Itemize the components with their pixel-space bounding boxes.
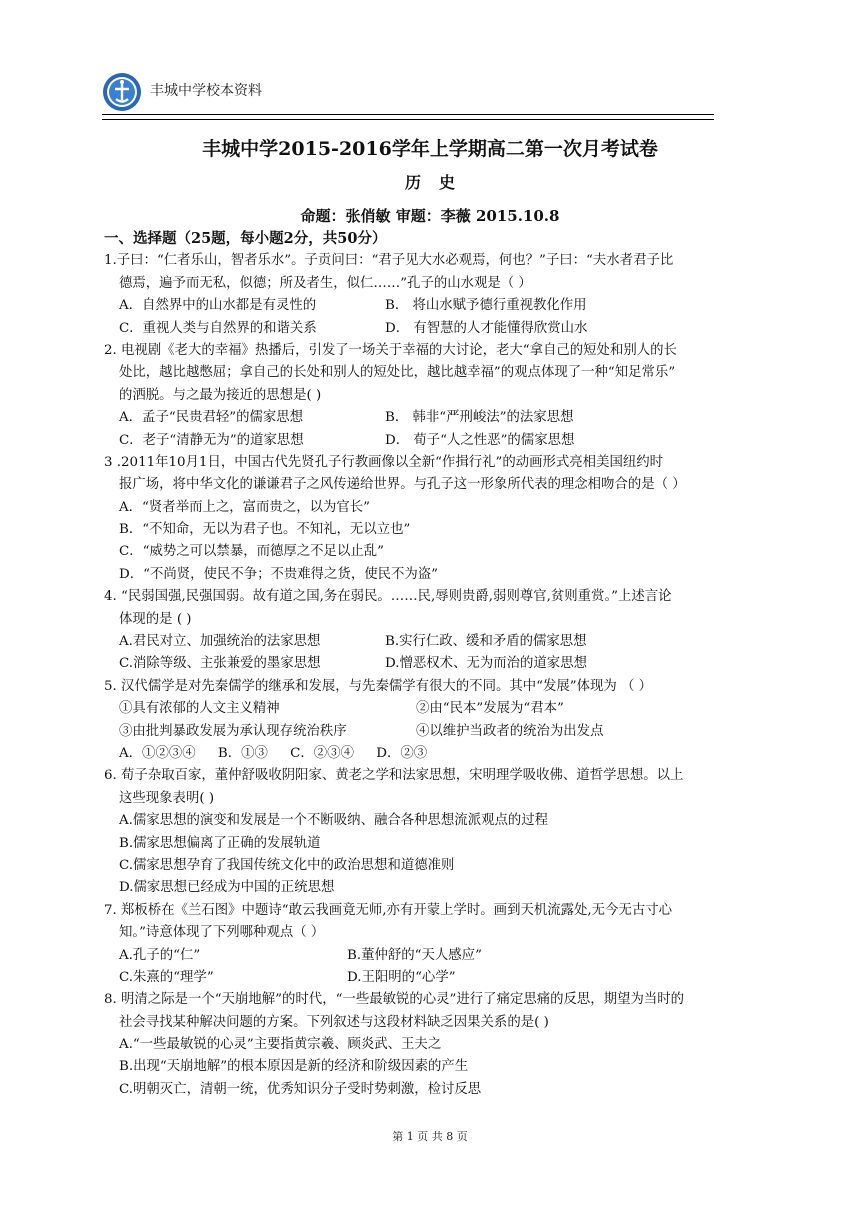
question-text: 5. 汉代儒学是对先秦儒学的继承和发展，与先秦儒学有很大的不同。其中“发展”体现为 （ ） [104,678,653,694]
option-c: C．老子“清静无为”的道家思想 [119,432,304,448]
header-rule [102,114,714,115]
question-text: 4. “民弱国强,民强国弱。故有道之国,务在弱民。……民,辱则贵爵,弱则尊官,贫则重赏。”上述言论 [104,589,672,605]
exam-authors: 命题：张俏敏 审题：李薇 2015.10.8 [300,207,560,225]
question-text: 3 .2011年10月1日，中国古代先贤孔子行教画像以全新“作揖行礼”的动画形式亮相美国纽约时 [104,454,664,470]
answer-choices: A．①②③④ B．①③ C．②③④ D．②③ [119,745,428,761]
option-d: D． 有智慧的人才能懂得欣赏山水 [385,320,588,336]
statement-1: ①具有浓郁的人文主义精神 [119,701,280,717]
option-c: C．“威势之可以禁暴，而德厚之不足以止乱” [119,544,384,560]
option-a: A.“一些最敏锐的心灵”主要指黄宗羲、顾炎武、王夫之 [119,1037,442,1053]
question-text: 8. 明清之际是一个“天崩地解”的时代，“一些最敏锐的心灵”进行了痛定思痛的反思，期望为当时的 [104,992,685,1008]
question-text: 7. 郑板桥在《兰石图》中题诗“敢云我画竟无师,亦有开蒙上学时。画到天机流露处,无今无古寸心 [104,902,673,918]
exam-title: 丰城中学2015-2016学年上学期高二第一次月考试卷 [202,138,658,160]
option-b: B． 将山水赋予德行重视教化作用 [385,298,587,314]
statement-2: ②由“民本”发展为“君本” [416,701,564,717]
school-name: 丰城中学校本资料 [150,83,262,99]
question-text: 知。”诗意体现了下列哪种观点（ ） [119,925,325,941]
question-text: 德焉，遍予而无私，似德；所及者生，似仁……”孔子的山水观是（ ） [119,275,532,291]
option-a: A．“贤者举而上之，富而贵之，以为官长” [119,499,371,515]
question-8 [104,989,764,1101]
exam-subject: 历史 [404,173,473,192]
option-c: C．重视人类与自然界的和谐关系 [119,320,317,336]
statement-3: ③由批判暴政发展为承认现存统治秩序 [119,723,347,739]
option-c: C.消除等级、主张兼爱的墨家思想 [119,656,321,672]
option-d: D.儒家思想已经成为中国的正统思想 [119,880,335,896]
page-number: 第 1 页 共 8 页 [392,1130,468,1143]
question-text: 报广场，将中华文化的谦谦君子之风传递给世界。与孔子这一形象所代表的理念相吻合的是（ ） [119,477,686,493]
option-d: D.王阳明的“心学” [347,969,456,985]
option-b: B.儒家思想偏离了正确的发展轨道 [119,835,321,851]
option-b: B.出现“天崩地解”的根本原因是新的经济和阶级因素的产生 [119,1059,469,1075]
question-7 [104,900,764,990]
option-d: D.憎恶权术、无为而治的道家思想 [385,656,587,672]
school-logo-icon [102,72,142,112]
question-1 [104,250,764,340]
question-text: 6. 荀子杂取百家，董仲舒吸收阴阳家、黄老之学和法家思想，宋明理学吸收佛、道哲学思想。以上 [104,768,684,784]
exam-content [104,228,764,1101]
option-a: A．自然界中的山水都是有灵性的 [119,298,317,314]
option-c: C.明朝灭亡，清朝一统，优秀知识分子受时势刺激，检讨反思 [119,1081,482,1097]
question-text: 社会寻找某种解决问题的方案。下列叙述与这段材料缺乏因果关系的是( ) [119,1014,549,1030]
question-2 [104,340,764,452]
question-4 [104,586,764,676]
question-text: 处比，越比越憋屈；拿自己的长处和别人的短处比，越比越幸福”的观点体现了一种“知足常乐” [119,365,676,381]
question-text: 1.子曰：“仁者乐山，智者乐水”。子贡问曰：“君子见大水必观焉，何也？”子曰：“夫水者君子比 [104,253,674,269]
option-d: D．“不尚贤，使民不争；不贵难得之货，使民不为盗” [119,566,439,582]
question-text: 2. 电视剧《老大的幸福》热播后，引发了一场关于幸福的大讨论，老大“拿自己的短处和别人的长 [104,342,677,358]
question-3 [104,452,764,586]
option-a: A.君民对立、加强统治的法家思想 [119,634,321,650]
statement-4: ④以维护当政者的统治为出发点 [416,723,604,739]
header-rule-thin [102,119,714,120]
question-text: 体现的是 ( ) [119,611,192,627]
question-text: 的洒脱。与之最为接近的思想是( ) [119,387,322,403]
option-a: A．孟子“民贵君轻”的儒家思想 [119,410,304,426]
option-a: A.孔子的“仁” [119,947,201,963]
option-a: A.儒家思想的演变和发展是一个不断吸纳、融合各种思想流派观点的过程 [119,813,549,829]
option-b: B． 韩非“严刑峻法”的法家思想 [385,410,574,426]
question-6 [104,765,764,899]
option-b: B．“不知命，无以为君子也。不知礼，无以立也” [119,522,411,538]
option-b: B.董仲舒的“天人感应” [347,947,482,963]
option-c: C.朱熹的“理学” [119,969,214,985]
option-b: B.实行仁政、缓和矛盾的儒家思想 [385,634,587,650]
question-5 [104,676,764,766]
option-d: D． 荀子“人之性恶”的儒家思想 [385,432,575,448]
section-heading: 一、选择题（25题，每小题2分，共50分） [104,230,387,247]
option-c: C.儒家思想孕育了我国传统文化中的政治思想和道德准则 [119,857,455,873]
question-text: 这些现象表明( ) [119,790,215,806]
